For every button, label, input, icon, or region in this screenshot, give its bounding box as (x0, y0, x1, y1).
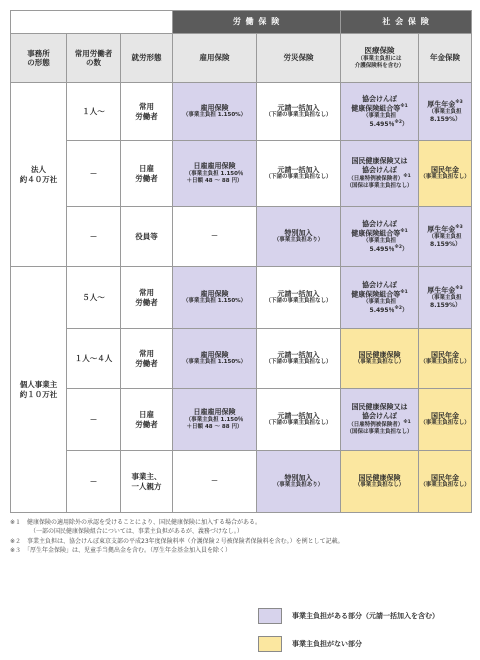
header-medical-insurance: 医療保険 （事業主負担には 介護保険料を含む） (341, 34, 419, 83)
footnotes (10, 518, 472, 555)
footnote: ※２ 事業主負担は、協会けんぽ東京支部の平成23年度保険料率（介護保険２号被保険者保険料を含む。）を例として記載。 (10, 537, 344, 545)
pension-insurance-cell: 厚生年金$^{※3}$ （事業主負担 8.159%） (419, 207, 472, 267)
pension-insurance-cell: 厚生年金$^{※3}$ （事業主負担 8.159%） (419, 267, 472, 329)
header-employment-insurance: 雇用保険 (173, 34, 257, 83)
header-blank (11, 11, 173, 34)
workers-comp-cell: 特別加入 （事業主負担あり） (257, 451, 341, 513)
workers-comp-cell: 元請一括加入 （下請の事業主負担なし） (257, 267, 341, 329)
employment-insurance-cell: － (173, 207, 257, 267)
workers-comp-cell: 元請一括加入 （下請の事業主負担なし） (257, 389, 341, 451)
workers-comp-cell: 元請一括加入 （下請の事業主負担なし） (257, 83, 341, 141)
medical-insurance-cell: 国民健康保険 （事業主負担なし） (341, 451, 419, 513)
worker-count: ５人～ (67, 267, 121, 329)
employment-insurance-cell: － (173, 451, 257, 513)
workers-comp-cell: 特別加入 （事業主負担あり） (257, 207, 341, 267)
medical-insurance-cell: 国民健康保険又は 協会けんぽ （日雇特例被保険者）$^{※1}$ （国保は事業主負担なし） (341, 141, 419, 207)
work-form: 常用 労働者 (121, 83, 173, 141)
pension-insurance-cell: 国民年金 （事業主負担なし） (419, 389, 472, 451)
worker-count: － (67, 451, 121, 513)
header-worker-count: 常用労働者 の数 (67, 34, 121, 83)
medical-insurance-cell: 協会けんぽ 健康保険組合等$^{※1}$ （事業主負担 5.495％$^{※2}$） (341, 83, 419, 141)
medical-insurance-cell: 協会けんぽ 健康保険組合等$^{※1}$ （事業主負担 5.495％$^{※2}$） (341, 267, 419, 329)
group-social-insurance: 社 会 保 険 (341, 11, 472, 34)
legend-no-employer-burden: 事業主負担がない部分 (258, 636, 362, 652)
pension-insurance-cell: 国民年金 （事業主負担なし） (419, 141, 472, 207)
work-form: 事業主、 一人親方 (121, 451, 173, 513)
header-workers-comp: 労災保険 (257, 34, 341, 83)
work-form: 常用 労働者 (121, 267, 173, 329)
header-pension-insurance: 年金保険 (419, 34, 472, 83)
legend-swatch-purple (258, 608, 282, 624)
employment-insurance-cell: 雇用保険 （事業主負担 1.150%） (173, 329, 257, 389)
legend-swatch-yellow (258, 636, 282, 652)
employment-insurance-cell: 日雇雇用保険 （事業主負担 1.150％ ＋日額 48 ～ 88 円） (173, 141, 257, 207)
worker-count: － (67, 207, 121, 267)
pension-insurance-cell: 国民年金 （事業主負担なし） (419, 329, 472, 389)
workers-comp-cell: 元請一括加入 （下請の事業主負担なし） (257, 141, 341, 207)
insurance-table (10, 10, 472, 513)
worker-count: １人～４人 (67, 329, 121, 389)
workers-comp-cell: 元請一括加入 （下請の事業主負担なし） (257, 329, 341, 389)
org-sole-proprietor: 個人事業主 約１０万社 (11, 267, 67, 513)
worker-count: － (67, 389, 121, 451)
work-form: 日雇 労働者 (121, 389, 173, 451)
group-labor-insurance: 労 働 保 険 (173, 11, 341, 34)
medical-insurance-cell: 国民健康保険 （事業主負担なし） (341, 329, 419, 389)
worker-count: － (67, 141, 121, 207)
medical-insurance-cell: 国民健康保険又は 協会けんぽ （日雇特例被保険者）$^{※1}$ （国保は事業主負担なし） (341, 389, 419, 451)
footnote: ※３ 「厚生年金保険」は、児童手当拠出金を含む。（厚生年金基金加入員を除く） (10, 546, 232, 554)
pension-insurance-cell: 国民年金 （事業主負担なし） (419, 451, 472, 513)
header-office-type: 事務所 の形態 (11, 34, 67, 83)
employment-insurance-cell: 雇用保険 （事業主負担 1.150%） (173, 267, 257, 329)
work-form: 日雇 労働者 (121, 141, 173, 207)
org-corporation: 法人 約４０万社 (11, 83, 67, 267)
employment-insurance-cell: 雇用保険 （事業主負担 1.150%） (173, 83, 257, 141)
footnote: ※１ 健康保険の適用除外の承認を受けることにより、国民健康保険に加入する場合がある。 (10, 519, 262, 526)
medical-insurance-cell: 協会けんぽ 健康保険組合等$^{※1}$ （事業主負担 5.495％$^{※2}$） (341, 207, 419, 267)
pension-insurance-cell: 厚生年金$^{※3}$ （事業主負担 8.159%） (419, 83, 472, 141)
work-form: 役員等 (121, 207, 173, 267)
header-work-form: 就労形態 (121, 34, 173, 83)
employment-insurance-cell: 日雇雇用保険 （事業主負担 1.150％ ＋日額 48 ～ 88 円） (173, 389, 257, 451)
legend-employer-burden: 事業主負担がある部分（元請一括加入を含む） (258, 608, 439, 624)
worker-count: １人～ (67, 83, 121, 141)
work-form: 常用 労働者 (121, 329, 173, 389)
footnote: （一部の国民健康保険組合については、事業主負担があるが、義務づけなし。） (30, 528, 243, 536)
